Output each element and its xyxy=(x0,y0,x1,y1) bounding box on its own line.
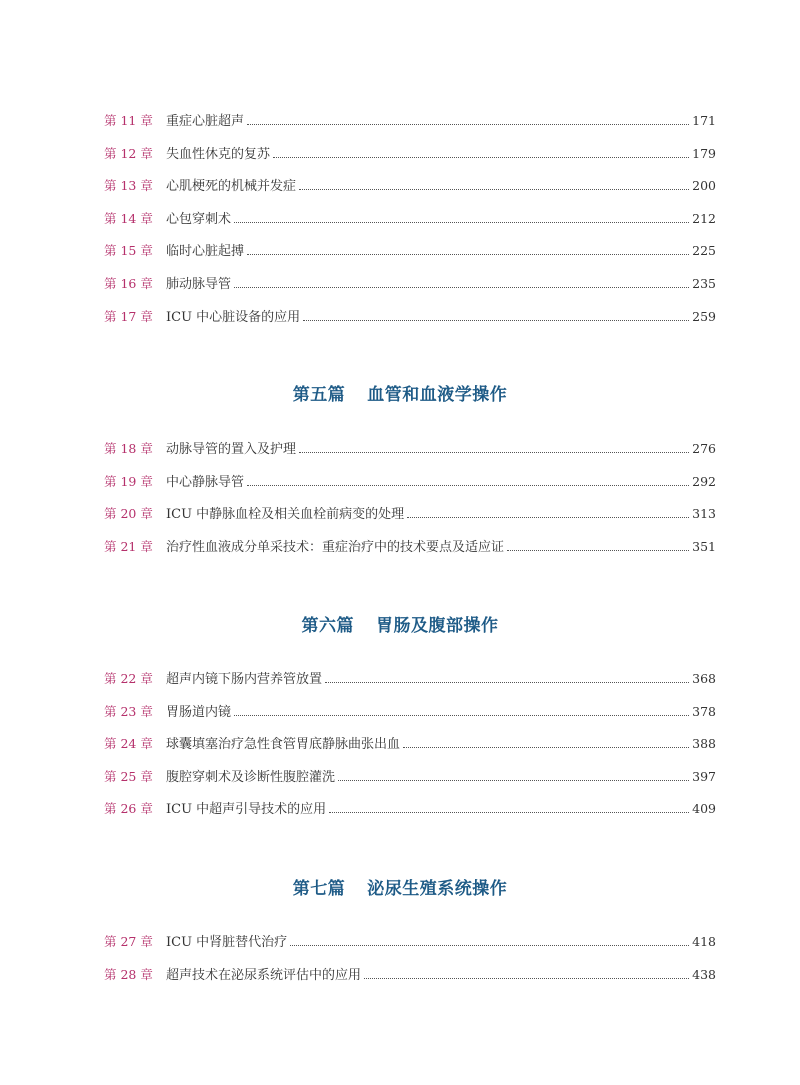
part-number: 第七篇 xyxy=(292,879,346,899)
part-heading-6 xyxy=(0,611,800,636)
toc-entry[interactable] xyxy=(104,309,716,342)
toc-entry[interactable] xyxy=(104,539,716,572)
chapter-title: 胃肠道内镜 xyxy=(166,704,232,720)
page-number: 418 xyxy=(692,934,716,949)
leader-dots xyxy=(364,977,689,979)
page-number: 368 xyxy=(692,671,716,686)
toc-entry[interactable] xyxy=(104,736,716,769)
page-number: 378 xyxy=(692,703,716,719)
part-number: 第五篇 xyxy=(292,385,346,405)
chapter-number: 第 15 章 xyxy=(104,243,153,259)
page-number: 313 xyxy=(692,506,716,522)
chapter-number: 第 16 章 xyxy=(104,275,153,291)
leader-dots xyxy=(247,484,689,486)
chapter-number: 第 25 章 xyxy=(104,768,153,784)
toc-section-gastro xyxy=(104,671,716,834)
toc-entry[interactable] xyxy=(104,801,716,834)
toc-section-cardiac xyxy=(104,113,716,341)
chapter-title: ICU 中超声引导技术的应用 xyxy=(166,802,327,818)
chapter-title: 超声内镜下肠内营养管放置 xyxy=(166,672,323,687)
page-number: 409 xyxy=(692,801,716,817)
chapter-title: ICU 中静脉血栓及相关血栓前病变的处理 xyxy=(166,507,405,523)
chapter-number: 第 22 章 xyxy=(104,671,153,686)
toc-section-vascular xyxy=(104,441,716,571)
page-number: 259 xyxy=(692,308,716,324)
chapter-title: 失血性休克的复苏 xyxy=(166,146,271,162)
toc-entry[interactable] xyxy=(104,276,716,309)
page-number: 397 xyxy=(692,768,716,784)
leader-dots xyxy=(507,549,689,551)
chapter-number: 第 19 章 xyxy=(104,473,153,489)
page-number: 212 xyxy=(692,210,716,226)
leader-dots xyxy=(329,811,689,813)
chapter-title: 超声技术在泌尿系统评估中的应用 xyxy=(166,967,362,983)
leader-dots xyxy=(303,319,689,321)
toc-entry[interactable] xyxy=(104,934,716,967)
chapter-number: 第 17 章 xyxy=(104,308,153,324)
chapter-number: 第 24 章 xyxy=(104,736,153,752)
leader-dots xyxy=(247,253,689,255)
toc-entry[interactable] xyxy=(104,769,716,802)
chapter-number: 第 18 章 xyxy=(104,441,153,456)
part-title: 血管和血液学操作 xyxy=(367,385,508,405)
chapter-title: 动脉导管的置入及护理 xyxy=(166,442,297,457)
toc-entry[interactable] xyxy=(104,441,716,474)
part-heading-5 xyxy=(0,380,800,405)
chapter-title: 球囊填塞治疗急性食管胃底静脉曲张出血 xyxy=(166,737,401,753)
chapter-title: 心肌梗死的机械并发症 xyxy=(166,179,297,195)
toc-entry[interactable] xyxy=(104,113,716,146)
leader-dots xyxy=(234,221,689,223)
leader-dots xyxy=(234,286,689,288)
page-number: 179 xyxy=(692,145,716,161)
leader-dots xyxy=(273,156,689,158)
chapter-title: 心包穿刺术 xyxy=(166,211,232,227)
toc-section-urogenital xyxy=(104,934,716,999)
leader-dots xyxy=(407,516,689,518)
leader-dots xyxy=(338,779,689,781)
page-number: 292 xyxy=(692,473,716,489)
chapter-number: 第 20 章 xyxy=(104,506,153,522)
chapter-number: 第 13 章 xyxy=(104,178,153,194)
toc-entry[interactable] xyxy=(104,211,716,244)
page-number: 200 xyxy=(692,178,716,194)
chapter-number: 第 14 章 xyxy=(104,210,153,226)
chapter-number: 第 11 章 xyxy=(104,113,153,128)
toc-entry[interactable] xyxy=(104,178,716,211)
page-number: 225 xyxy=(692,243,716,259)
page-number: 388 xyxy=(692,736,716,752)
chapter-number: 第 28 章 xyxy=(104,966,153,982)
chapter-title: ICU 中心脏设备的应用 xyxy=(166,309,301,325)
part-title: 胃肠及腹部操作 xyxy=(376,616,499,636)
chapter-title: ICU 中肾脏替代治疗 xyxy=(166,935,288,950)
part-number: 第六篇 xyxy=(301,616,354,636)
chapter-number: 第 26 章 xyxy=(104,801,153,817)
part-heading-7 xyxy=(0,874,800,899)
leader-dots xyxy=(299,188,689,190)
toc-entry[interactable] xyxy=(104,671,716,704)
page-number: 171 xyxy=(692,113,716,128)
chapter-number: 第 23 章 xyxy=(104,703,153,719)
leader-dots xyxy=(299,451,689,453)
toc-entry[interactable] xyxy=(104,474,716,507)
part-title: 泌尿生殖系统操作 xyxy=(367,879,508,899)
chapter-title: 临时心脏起搏 xyxy=(166,244,245,260)
toc-entry[interactable] xyxy=(104,704,716,737)
chapter-title: 中心静脉导管 xyxy=(166,474,245,490)
chapter-title: 治疗性血液成分单采技术：重症治疗中的技术要点及适应证 xyxy=(166,539,505,555)
leader-dots xyxy=(247,123,689,125)
page-number: 235 xyxy=(692,275,716,291)
leader-dots xyxy=(325,681,689,683)
toc-entry[interactable] xyxy=(104,243,716,276)
page-number: 438 xyxy=(692,966,716,982)
toc-entry[interactable] xyxy=(104,506,716,539)
leader-dots xyxy=(403,746,689,748)
chapter-title: 腹腔穿刺术及诊断性腹腔灌洗 xyxy=(166,769,336,785)
leader-dots xyxy=(234,714,689,716)
chapter-title: 重症心脏超声 xyxy=(166,114,245,129)
toc-entry[interactable] xyxy=(104,967,716,1000)
page-number: 351 xyxy=(692,538,716,554)
page-number: 276 xyxy=(692,441,716,456)
chapter-title: 肺动脉导管 xyxy=(166,276,232,292)
chapter-number: 第 12 章 xyxy=(104,145,153,161)
leader-dots xyxy=(290,944,689,946)
toc-entry[interactable] xyxy=(104,146,716,179)
chapter-number: 第 27 章 xyxy=(104,934,153,949)
chapter-number: 第 21 章 xyxy=(104,538,153,554)
